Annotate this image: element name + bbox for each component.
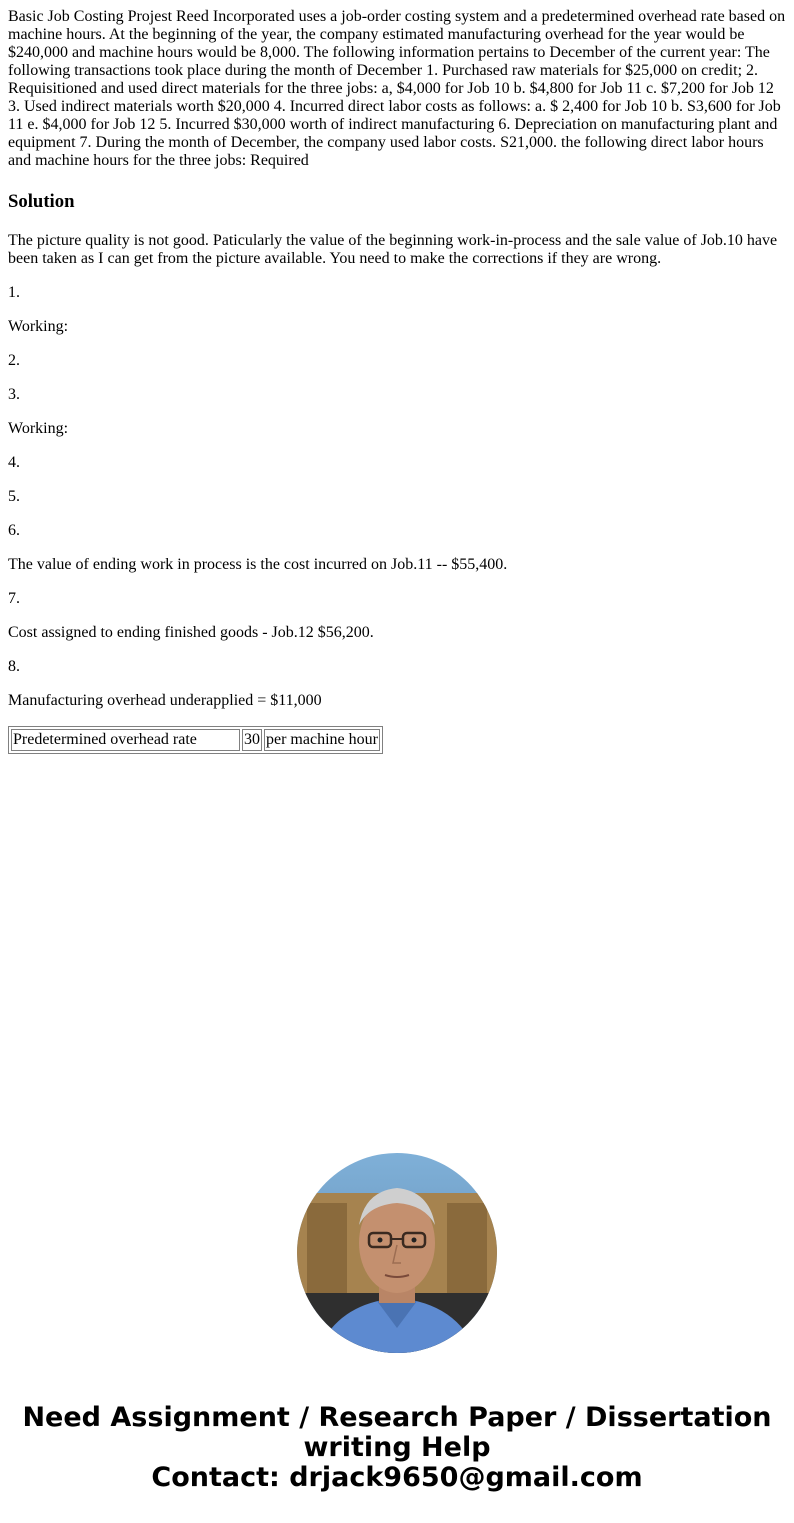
question-text: Basic Job Costing Projest Reed Incorporated uses a job-order costing system and a predetermined overhead rate based on machine hours. At the beginning of the year, the company estimated manufacturing overhead for the year would be $240,000 and machine hours would be 8,000. The following information pertains to December of the current year: The following transactions took place during the month of December 1. Purchased raw materials for $25,000 on credit; 2. Requisitioned and used direct materials for the three jobs: a, $4,000 for Job 10 b. $4,800 for Job 11 c. $7,200 for Job 12 3. Used indirect materials worth $20,000 4. Incurred direct labor costs as follows: a. $ 2,400 for Job 10 b. S3,600 for Job 11 e. $4,000 for Job 12 5. Incurred $30,000 worth of indirect manufacturing 6. Depreciation on manufacturing plant and equipment 7. During the month of December, the company used labor costs. S21,000. the following direct labor hours and machine hours for the three jobs: Required (8, 8, 786, 169)
overhead-underapplied-text: Manufacturing overhead underapplied = $11,000 (8, 692, 322, 709)
rate-unit-cell: per machine hour (264, 729, 380, 751)
author-avatar (297, 1153, 497, 1353)
step-6-label: 6. (8, 522, 20, 539)
ending-finished-goods-text: Cost assigned to ending finished goods - Job.12 $56,200. (8, 624, 374, 641)
step-4-label: 4. (8, 454, 20, 471)
promo-contact: Contact: drjack9650@gmail.com (151, 1462, 643, 1493)
document-content (0, 0, 794, 754)
solution-heading: Solution (8, 191, 75, 212)
promo-banner (0, 1403, 794, 1493)
solution-intro: The picture quality is not good. Paticularly the value of the beginning work-in-process and the sale value of Job.10 have been taken as I can get from the picture available. You need to make the corrections if they are wrong. (8, 232, 778, 267)
overhead-rate-table (8, 726, 383, 754)
ending-wip-text: The value of ending work in process is the cost incurred on Job.11 -- $55,400. (8, 556, 508, 573)
rate-label-cell: Predetermined overhead rate (11, 729, 240, 751)
step-7-label: 7. (8, 590, 20, 607)
rate-value-cell: 30 (242, 729, 262, 751)
step-3-label: 3. (8, 386, 20, 403)
step-8-label: 8. (8, 658, 20, 675)
table-row (11, 729, 380, 751)
step-5-label: 5. (8, 488, 20, 505)
author-portrait-image (297, 1153, 497, 1353)
step-2-label: 2. (8, 352, 20, 369)
working-label: Working: (8, 318, 69, 335)
promo-line-2: writing Help (303, 1432, 491, 1463)
step-1-label: 1. (8, 284, 20, 301)
working-label: Working: (8, 420, 69, 437)
promo-line-1: Need Assignment / Research Paper / Dissertation (22, 1402, 772, 1433)
